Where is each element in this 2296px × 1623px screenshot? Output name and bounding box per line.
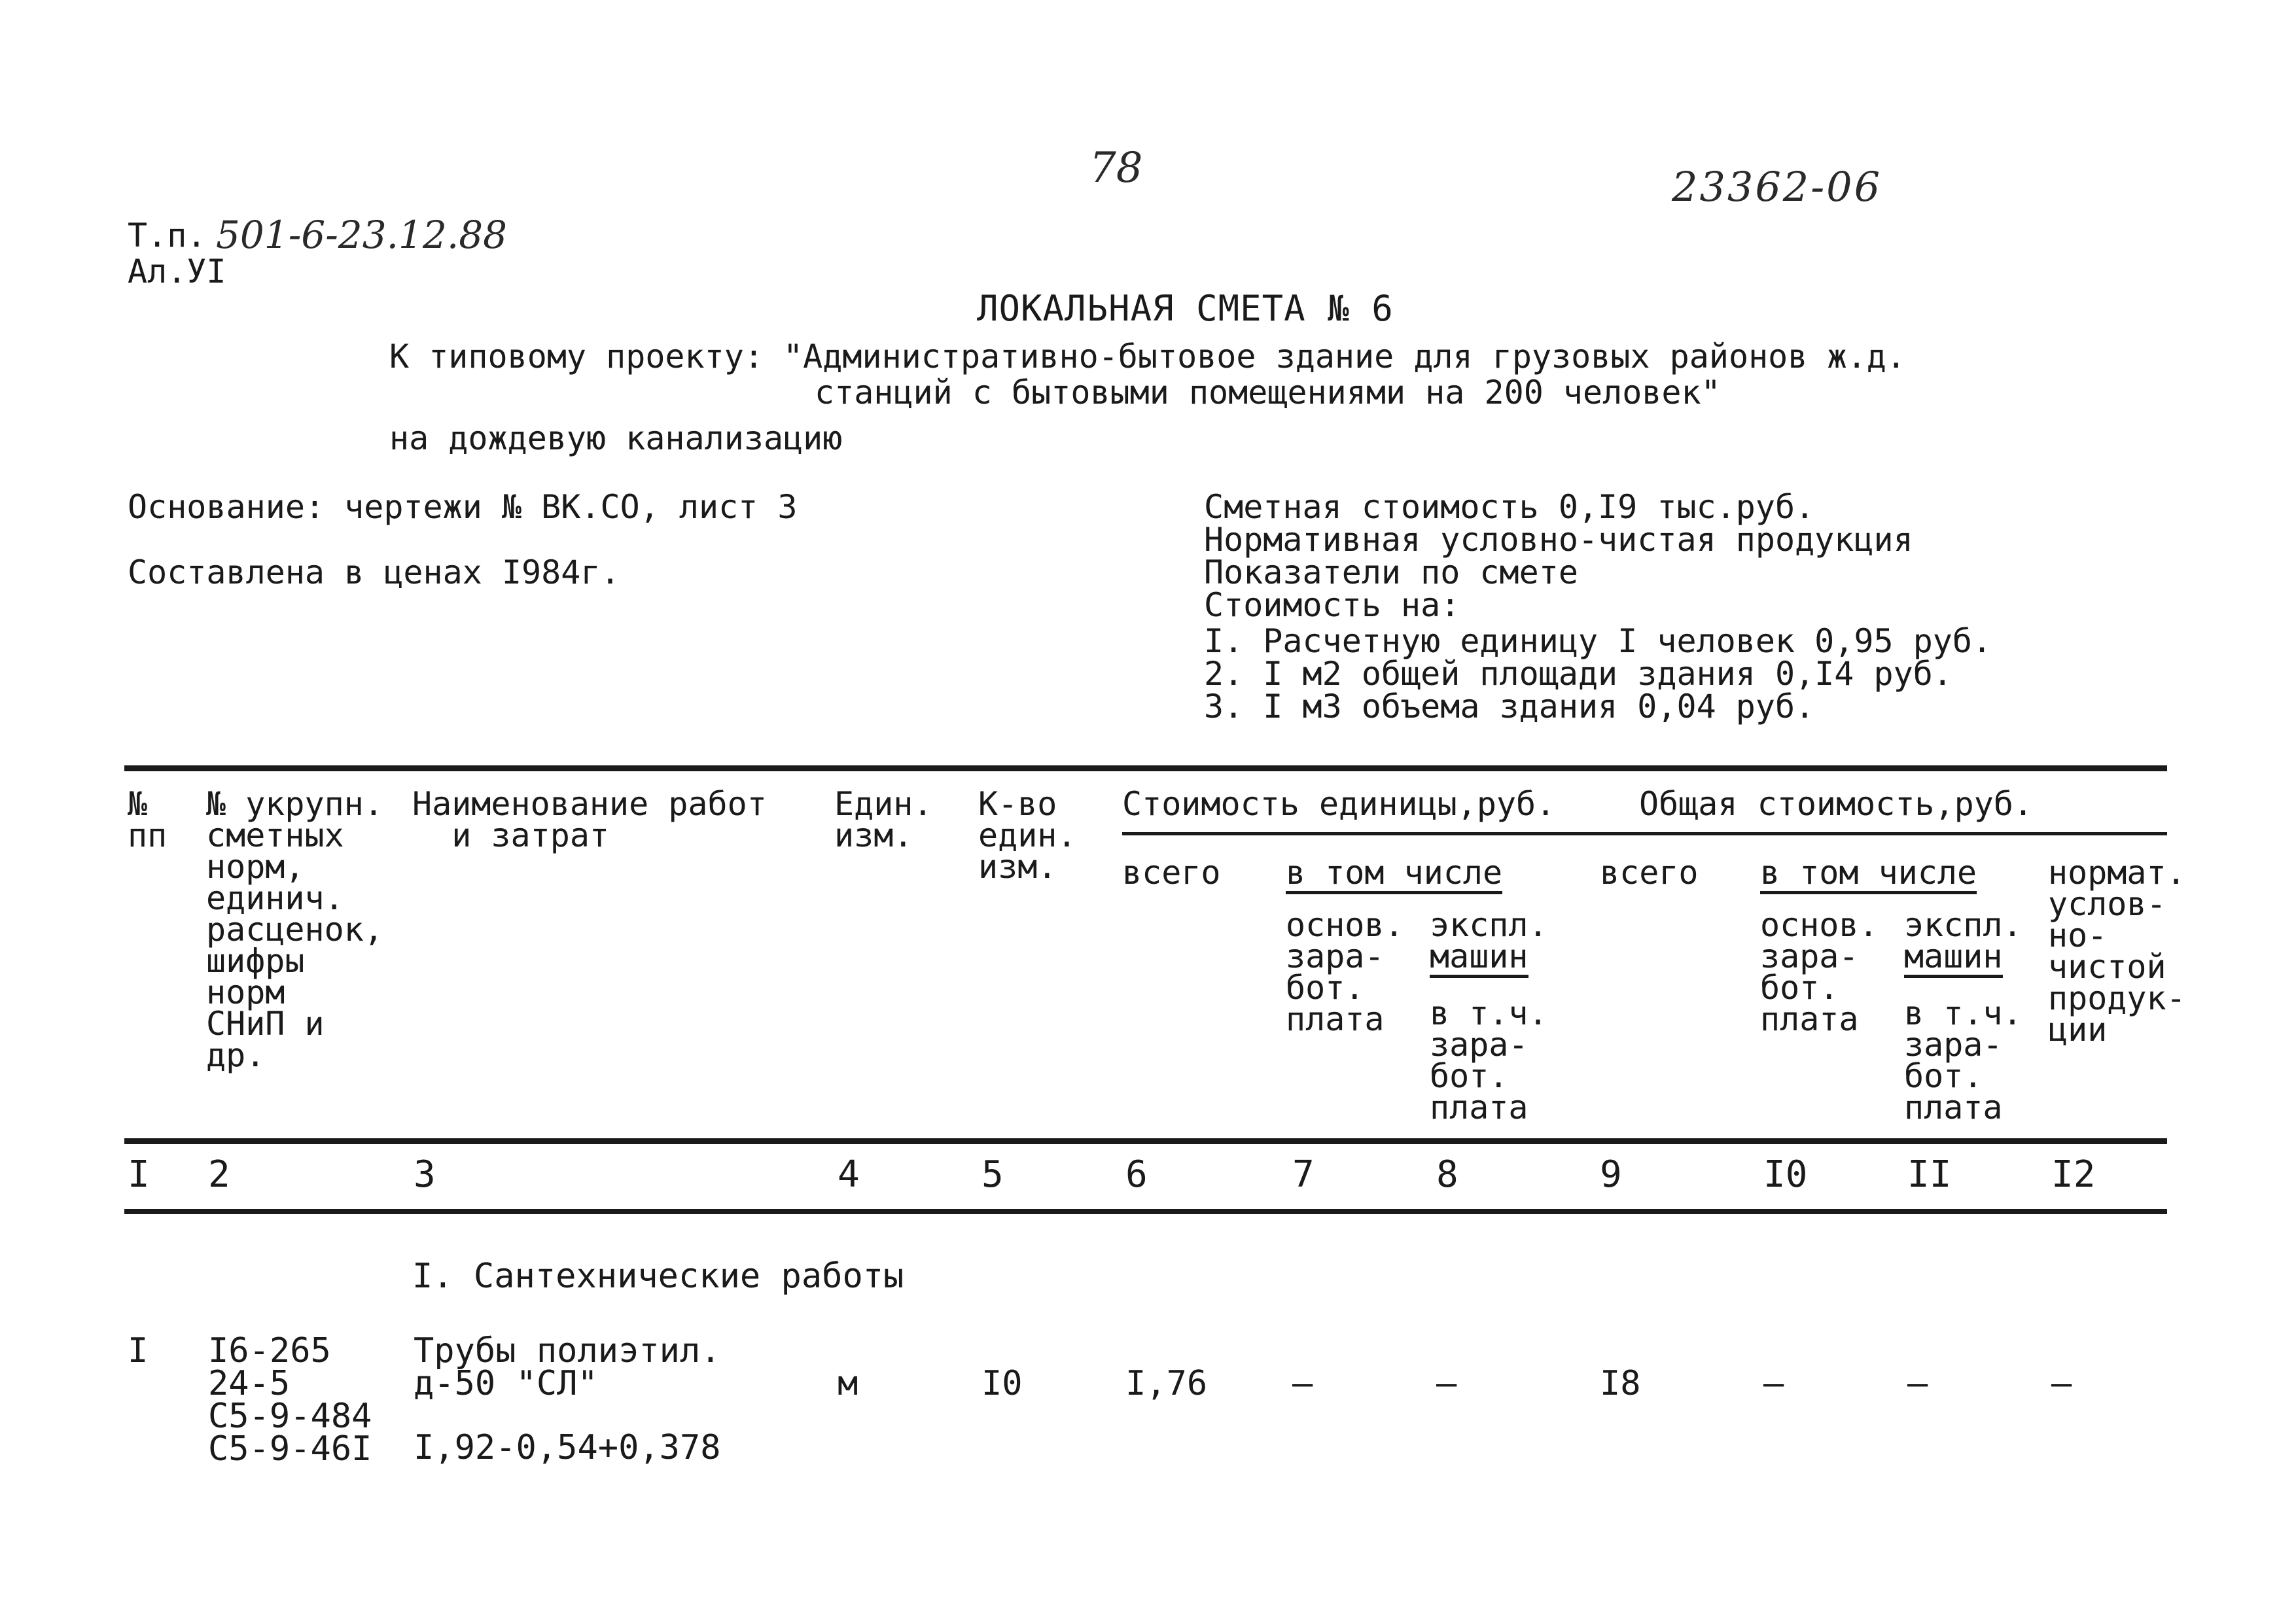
column-number: I2	[2051, 1153, 2096, 1196]
table-top-rule	[124, 765, 2167, 771]
cost-info-line: 2. I м2 общей площади здания 0,I4 руб.	[1204, 655, 1952, 693]
header-total-wage: основ. зара- бот. плата	[1760, 906, 1879, 1038]
header-norm-codes: № укрупн. сметных норм, единич. расценок, шифры норм СНиП и др.	[206, 785, 383, 1074]
header-unit-machines: экспл.	[1430, 906, 1548, 944]
row-total-wage: –	[1763, 1364, 1784, 1403]
row-unit-cost-machines: –	[1436, 1364, 1457, 1403]
estimate-purpose: на дождевую канализацию	[389, 419, 843, 457]
column-number: I0	[1763, 1153, 1808, 1196]
column-number: II	[1907, 1153, 1952, 1196]
row-unit: м	[838, 1364, 858, 1403]
header-normative-product: нормат. услов- но- чистой продук- ции	[2048, 854, 2186, 1049]
header-total-machines-label: машин	[1904, 941, 2003, 978]
cost-info-line: Сметная стоимость 0,I9 тыс.руб.	[1204, 488, 1815, 526]
column-number: 6	[1125, 1153, 1148, 1196]
header-unit-wage: основ. зара- бот. плата	[1286, 906, 1404, 1038]
column-numbers-rule	[124, 1209, 2167, 1214]
header-work-name: Наименование работ и затрат	[412, 785, 767, 854]
column-number: 4	[838, 1153, 860, 1196]
header-unit-machines-wage: в т.ч. зара- бот. плата	[1430, 994, 1548, 1126]
tp-label: Т.п.	[128, 217, 207, 254]
header-total-cost: Общая стоимость,руб.	[1639, 785, 2034, 823]
row-unit-cost-wage: –	[1292, 1364, 1313, 1403]
row-normative-product: –	[2051, 1364, 2072, 1403]
row-quantity: I0	[981, 1364, 1023, 1403]
header-unit-cost: Стоимость единицы,руб.	[1122, 785, 1556, 823]
header-row-number: № пп	[128, 785, 168, 854]
cost-info-line: Показатели по смете	[1204, 553, 1578, 591]
row-total-machines: –	[1907, 1364, 1928, 1403]
header-total-all: всего	[1600, 854, 1699, 892]
column-number: 9	[1600, 1153, 1622, 1196]
column-number: 5	[981, 1153, 1004, 1196]
price-level-line: Составлена в ценах I984г.	[128, 553, 620, 591]
document-title: ЛОКАЛЬНАЯ СМЕТА № 6	[977, 288, 1394, 329]
row-work-name: Трубы полиэтил. д-50 "СЛ"	[414, 1331, 721, 1403]
tp-number: 501-6-23.12.88	[216, 213, 508, 257]
header-unit: Един. изм.	[834, 785, 933, 854]
header-total-machines-wage: в т.ч. зара- бот. плата	[1904, 994, 2022, 1126]
project-line-1: К типовому проекту: "Административно-бытовое здание для грузовых районов ж.д.	[389, 338, 1906, 375]
document-code: 23362-06	[1672, 163, 1882, 211]
column-number: I	[128, 1153, 150, 1196]
cost-info-line: 3. I м3 объема здания 0,04 руб.	[1204, 688, 1815, 725]
basis-line: Основание: чертежи № ВК.СО, лист 3	[128, 488, 798, 526]
cost-info-line: I. Расчетную единицу I человек 0,95 руб.	[1204, 622, 1992, 660]
header-unit-total: всего	[1122, 854, 1221, 892]
cost-info-line: Стоимость на:	[1204, 586, 1460, 624]
header-bottom-rule	[124, 1138, 2167, 1144]
row-calculation: I,92-0,54+0,378	[414, 1428, 721, 1467]
header-unit-including: в том числе	[1286, 857, 1502, 894]
column-number: 2	[208, 1153, 230, 1196]
section-title: I. Сантехнические работы	[412, 1257, 904, 1296]
project-line-2: станций с бытовыми помещениями на 200 человек"	[815, 374, 1721, 411]
row-number: I	[128, 1331, 149, 1370]
cost-header-rule	[1122, 832, 2167, 835]
column-number: 8	[1436, 1153, 1458, 1196]
header-total-machines: экспл.	[1904, 906, 2022, 944]
header-quantity: К-во един. изм.	[978, 785, 1077, 886]
header-total-including: в том числе	[1760, 857, 1977, 894]
page-number: 78	[1089, 144, 1143, 192]
header-unit-machines-label: машин	[1430, 941, 1528, 978]
column-number: 3	[414, 1153, 436, 1196]
row-unit-cost-total: I,76	[1125, 1364, 1208, 1403]
cost-info-line: Нормативная условно-чистая продукция	[1204, 521, 1913, 559]
album-label: Ал.УI	[128, 253, 226, 290]
row-norm-codes: I6-265 24-5 С5-9-484 С5-9-46I	[208, 1331, 372, 1469]
column-number: 7	[1292, 1153, 1315, 1196]
row-total-cost: I8	[1600, 1364, 1641, 1403]
